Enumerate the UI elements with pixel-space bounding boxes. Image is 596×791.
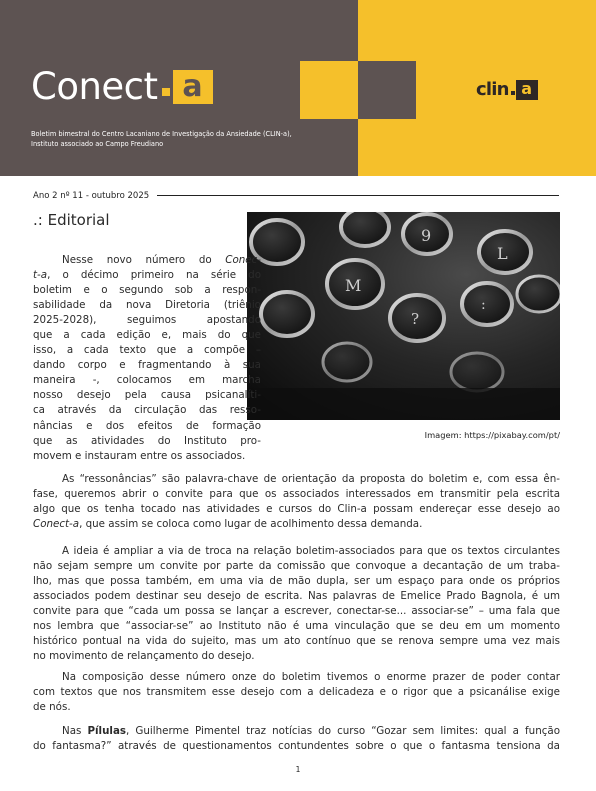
issue-line: Ano 2 nº 11 - outubro 2025	[33, 191, 150, 201]
body-line: no movimento de relançamento do desejo.	[33, 650, 255, 663]
subtitle-line-2: Instituto associado ao Campo Freudiano	[31, 140, 164, 148]
header-subtitle	[31, 129, 331, 149]
intro-line: que as atividades do Instituto pro-	[33, 434, 261, 447]
logo-main-text: Conect	[31, 65, 158, 108]
intro-line: boletim e o segundo sob a respon-	[33, 284, 261, 297]
decor-square-yellow	[300, 61, 358, 119]
intro-line: isso, a cada texto que a compõe –	[33, 344, 261, 357]
intro-line: t-a, o décimo primeiro na série do	[33, 269, 261, 282]
svg-text:?: ?	[411, 310, 420, 328]
body-line: Conect-a, que assim se coloca como lugar de acolhimento dessa demanda.	[33, 518, 423, 531]
intro-line: maneira -, colocamos em marcha	[33, 374, 261, 387]
logo-dot	[162, 88, 170, 96]
body-line: algo que os tenha tocado nas atividades e cursos do Clin-a possam endereçar esse desejo ao	[33, 503, 560, 516]
body-line: do fantasma?” através de questionamentos contundentes sobre o que o fantasma tensiona da	[33, 740, 560, 753]
body-line: histórico pontual na vida do sujeito, mas um ato contínuo que se renova sempre uma vez mais	[33, 635, 560, 648]
intro-line: movem e instauram entre os associados.	[33, 449, 246, 462]
body-line: não sejam sempre um convite por parte da comissão que convoque a decantação de um traba-	[33, 560, 560, 573]
typewriter-photo	[247, 212, 560, 420]
intro-line: dando corpo e fragmentando à sua	[33, 359, 261, 372]
logo-box: a	[173, 70, 213, 104]
svg-text:9: 9	[421, 226, 432, 245]
intro-line: nâncias e dos efeitos de formação	[33, 419, 261, 432]
editorial-title: .: Editorial	[33, 211, 110, 229]
body-line: lho, mas que possa também, em uma via de mão dupla, ser um espaço para onde os próprios	[33, 575, 560, 588]
clin-logo-text: clin	[476, 79, 509, 100]
intro-line: sabilidade da nova Diretoria (triênio	[33, 299, 261, 312]
body-line: A ideia é ampliar a via de troca na relação boletim-associados para que os textos circulantes	[62, 545, 560, 557]
body-line: Nas Pílulas, Guilherme Pimentel traz notícias do curso “Gozar sem limites: qual a função	[62, 725, 560, 737]
decor-square-yellow-lower	[358, 119, 416, 176]
body-paragraph	[33, 544, 560, 664]
body-line: convite para que “cada um possa se lançar a escrever, conectar-se... associar-se” – uma fala que	[33, 605, 560, 618]
body-line: de nós.	[33, 701, 71, 714]
body-paragraph	[33, 724, 560, 754]
intro-line: Nesse novo número do Conec-	[62, 254, 261, 266]
intro-line: ca através da circulação das resso-	[33, 404, 261, 417]
subtitle-line-1: Boletim bimestral do Centro Lacaniano de Investigação da Ansiedade (CLIN-a),	[31, 130, 292, 138]
decor-square-dark	[358, 61, 416, 119]
intro-line: que a cada edição e, mais do que	[33, 329, 261, 342]
clin-logo-box: a	[516, 80, 538, 100]
issue-divider	[157, 195, 559, 196]
intro-line: nosso desejo pela causa psicanalíti-	[33, 389, 261, 402]
image-caption: Imagem: https://pixabay.com/pt/	[424, 430, 560, 440]
svg-text::: :	[481, 297, 486, 313]
clin-logo-dot	[511, 91, 515, 95]
svg-text:M: M	[345, 276, 362, 295]
editorial-intro-column	[33, 253, 261, 464]
body-line: Na composição desse número onze do boletim tivemos o enorme prazer de poder contar	[62, 671, 560, 683]
intro-line: 2025-2028), seguimos apostando	[33, 314, 261, 327]
body-paragraph	[33, 472, 560, 532]
body-line: com textos que nos transmitem esse desejo com a delicadeza e o rigor que a psicanálise exige	[33, 686, 560, 699]
body-line: associados podem destinar seu desejo de escrita. Nas palavras de Emelice Prado Bagnola, é um	[33, 590, 560, 603]
page-number: 1	[295, 765, 301, 774]
conect-a-logo	[31, 67, 213, 107]
body-paragraph	[33, 670, 560, 715]
body-line: fase, queremos abrir o convite para que os associados interessados em transmitir pela escrita	[33, 488, 560, 501]
svg-text:L: L	[497, 244, 508, 263]
body-line: As “ressonâncias” são palavra-chave de orientação da proposta do boletim e, com essa ên-	[62, 473, 560, 485]
clin-a-logo	[476, 79, 538, 100]
body-line: nos lembra que “associar-se” ao Instituto não é uma vinculação que se deu em um momento	[33, 620, 560, 633]
